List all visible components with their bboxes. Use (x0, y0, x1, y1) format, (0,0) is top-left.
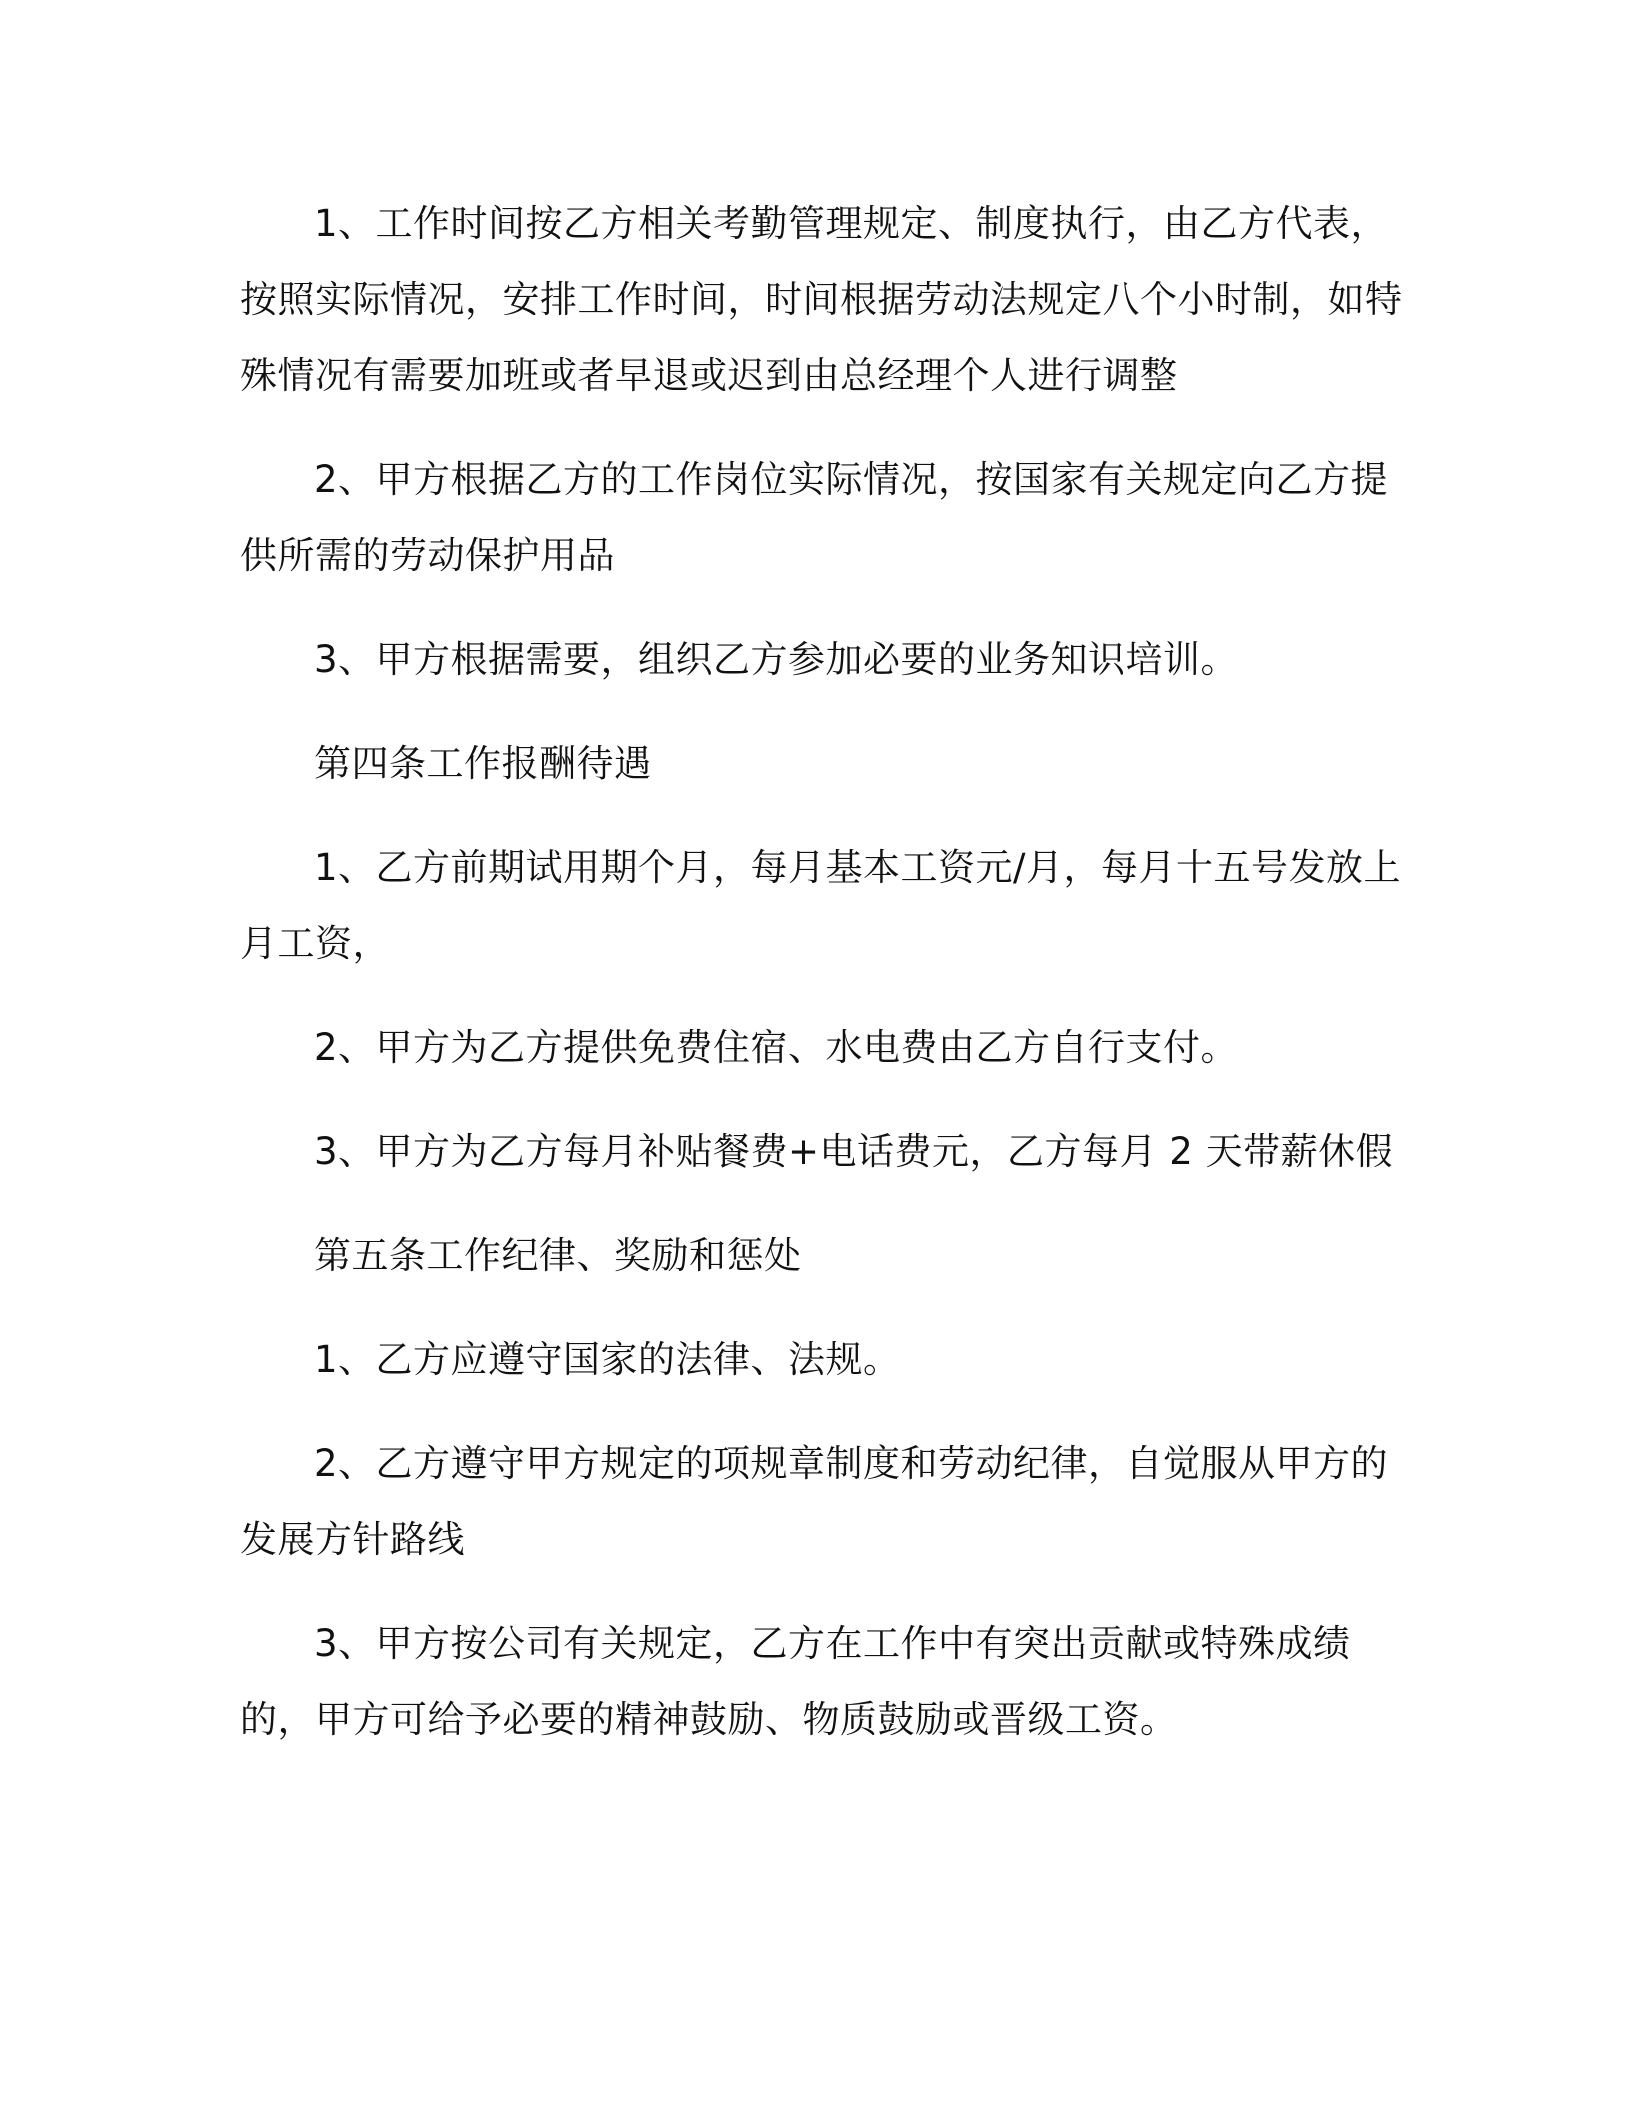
paragraph-accommodation: 2、甲方为乙方提供免费住宿、水电费由乙方自行支付。 (314, 1026, 1239, 1069)
paragraph-work-hours: 1、工作时间按乙方相关考勤管理规定、制度执行，由乙方代表，按照实际情况，安排工作时间，时间根据劳动法规定八个小时制，如特殊情况有需要加班或者早退或迟到由总经理个人进行调整 (240, 202, 1403, 397)
paragraph-protective-equipment: 2、甲方根据乙方的工作岗位实际情况，按国家有关规定向乙方提供所需的劳动保护用品 (240, 458, 1389, 577)
section-heading-compensation: 第四条工作报酬待遇 (314, 742, 652, 785)
paragraph-probation-salary: 1、乙方前期试用期个月，每月基本工资元/月，每月十五号发放上月工资， (240, 846, 1402, 965)
document-body (240, 186, 1420, 1786)
paragraph-allowance-leave: 3、甲方为乙方每月补贴餐费+电话费元，乙方每月 2 天带薪休假 (314, 1130, 1394, 1173)
paragraph-obey-laws: 1、乙方应遵守国家的法律、法规。 (314, 1338, 901, 1381)
paragraph-company-rules: 2、乙方遵守甲方规定的项规章制度和劳动纪律，自觉服从甲方的发展方针路线 (240, 1442, 1389, 1561)
paragraph-training: 3、甲方根据需要，组织乙方参加必要的业务知识培训。 (314, 638, 1239, 681)
paragraph-rewards: 3、甲方按公司有关规定，乙方在工作中有突出贡献或特殊成绩的，甲方可给予必要的精神鼓励、物质鼓励或晋级工资。 (240, 1622, 1351, 1741)
section-heading-discipline: 第五条工作纪律、奖励和惩处 (314, 1234, 802, 1277)
